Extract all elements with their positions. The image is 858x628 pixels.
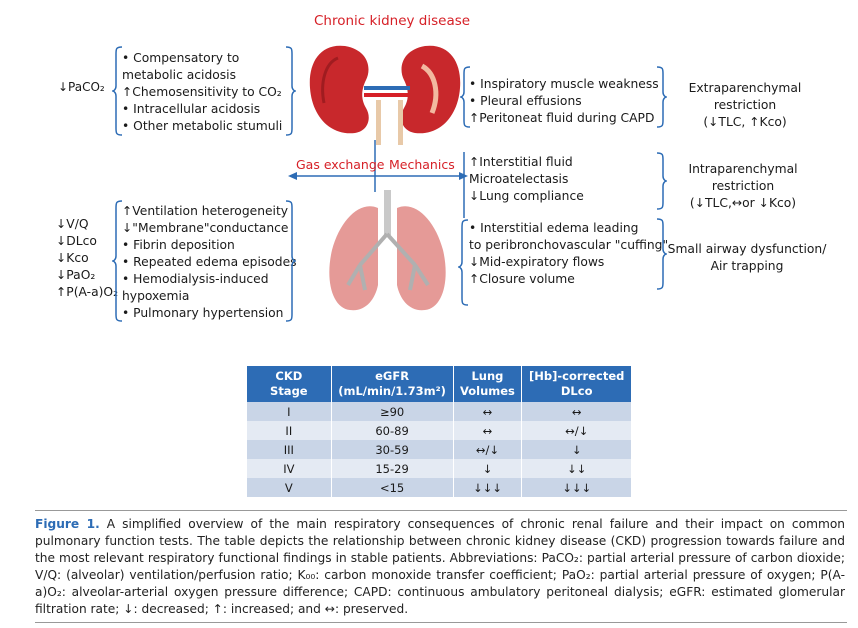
cell-stage: III [247, 440, 331, 459]
cell-dlco: ↔/↓ [522, 421, 631, 440]
left-ureter [376, 100, 381, 145]
intraparenchymal-outcome [668, 161, 818, 212]
figure-label: Figure 1. [35, 517, 100, 531]
outcome-line: restriction [713, 98, 777, 112]
right-top-close-bracket [655, 66, 667, 128]
table-row [247, 421, 631, 440]
extraparenchymal-outcome [670, 80, 820, 131]
table-header-row [247, 366, 631, 402]
outcome-line: Extraparenchymal [688, 81, 802, 95]
ckd-stage-table [247, 366, 631, 497]
table-row [247, 440, 631, 459]
outcome-line: Small airway dysfunction/ [667, 242, 827, 256]
outcome-line: (↓TLC,↔or ↓Kco) [689, 196, 797, 210]
cell-stage: V [247, 478, 331, 497]
list-item: • Fibrin deposition [122, 238, 235, 252]
list-item: ↑Peritoneat fluid during CAPD [469, 111, 655, 125]
list-item: ↑Chemosensitivity to CO₂ [122, 85, 282, 99]
list-item: • Inspiratory muscle weakness [469, 77, 659, 91]
kidneys-illustration [300, 38, 470, 148]
mechanics-label: Mechanics [389, 157, 455, 172]
cell-stage: IV [247, 459, 331, 478]
cell-dlco: ↔ [522, 402, 631, 421]
small-airway-outcome [664, 241, 830, 275]
lungs-illustration [320, 190, 455, 315]
right-vein [400, 86, 410, 90]
right-mid-list [469, 154, 584, 205]
table-row [247, 459, 631, 478]
list-item: ↓"Membrane"conductance [122, 221, 289, 235]
cell-egfr: ≥90 [331, 402, 453, 421]
list-item: • Pleural effusions [469, 94, 582, 108]
caption-text: A simplified overview of the main respiratory consequences of chronic renal failure and their impact on common pulmonary function tests. The table depicts the relationship between chronic kidney disease (CKD) progression towards failure and the most relevant respiratory functional findings in stable patients. Abbreviations: PaCO₂: partial arterial pressure of carbon dioxide; V/Q: (alveolar) ventilation/perfusion ratio; K₀₀: carbon monoxide transfer coefficient; PaO₂: partial arterial pressure of oxygen; P(A-a)O₂: alveolar-arterial oxygen pressure difference; CAPD: continuous ambulatory peritoneal dialysis; eGFR: estimated glomerular filtration rate; ↓: decreased; ↑: increased; and ↔: preserved. [35, 517, 846, 616]
right-ureter [398, 100, 403, 145]
cell-lung-volumes: ↓↓↓ [453, 478, 522, 497]
cell-egfr: 60-89 [331, 421, 453, 440]
cell-lung-volumes: ↓ [453, 459, 522, 478]
list-item: • Compensatory to [122, 51, 240, 65]
cell-stage: II [247, 421, 331, 440]
right-bottom-list [469, 220, 668, 288]
table-row [247, 478, 631, 497]
table-row [247, 402, 631, 421]
left-bottom-list [122, 203, 297, 322]
cell-dlco: ↓↓↓ [522, 478, 631, 497]
left-lung [329, 206, 378, 310]
list-item: ↑Closure volume [469, 272, 575, 286]
outcome-line: (↓TLC, ↑Kco) [703, 115, 787, 129]
caption-bottom-rule [35, 622, 847, 623]
list-item: • Pulmonary hypertension [122, 306, 284, 320]
diagram-title: Chronic kidney disease [314, 13, 471, 29]
figure-caption [35, 516, 845, 618]
vq-marker: ↓V/Q [56, 217, 89, 231]
right-top-list [469, 76, 659, 127]
left-vein [364, 86, 400, 90]
right-kidney [401, 46, 460, 134]
kco-marker: ↓Kco [56, 251, 89, 265]
col-header-stage: CKD Stage [247, 366, 331, 402]
list-item: ↓Lung compliance [469, 189, 584, 203]
outcome-line: Intraparenchymal [688, 162, 798, 176]
cell-egfr: 15-29 [331, 459, 453, 478]
col-header-lung-volumes: Lung Volumes [453, 366, 522, 402]
left-top-close-bracket [284, 46, 296, 136]
cell-stage: I [247, 402, 331, 421]
cell-dlco: ↓ [522, 440, 631, 459]
list-item: Microatelectasis [469, 172, 569, 186]
paao2-marker: ↑P(A-a)O₂ [56, 285, 119, 299]
left-top-list [122, 50, 282, 135]
dlco-marker: ↓DLco [56, 234, 97, 248]
outcome-line: Air trapping [710, 259, 784, 273]
list-item: ↑Interstitial fluid [469, 155, 573, 169]
col-header-dlco: [Hb]-corrected DLco [522, 366, 631, 402]
list-item: • Repeated edema episodes [122, 255, 297, 269]
paco2-marker: ↓PaCO₂ [58, 80, 105, 94]
list-item: • Intracellular acidosis [122, 102, 261, 116]
cell-egfr: <15 [331, 478, 453, 497]
list-item: ↑Ventilation heterogeneity [122, 204, 289, 218]
list-item: metabolic acidosis [122, 68, 237, 82]
list-item: ↓Mid-expiratory flows [469, 255, 605, 269]
gas-exchange-label: Gas exchange [296, 157, 385, 172]
list-item: • Interstitial edema leading [469, 221, 639, 235]
cell-lung-volumes: ↔ [453, 402, 522, 421]
outcome-line: restriction [711, 179, 775, 193]
list-item: hypoxemia [122, 289, 190, 303]
right-lung [397, 206, 446, 310]
cell-lung-volumes: ↔/↓ [453, 440, 522, 459]
right-artery [400, 93, 410, 97]
caption-top-rule [35, 510, 847, 511]
cell-lung-volumes: ↔ [453, 421, 522, 440]
pao2-marker: ↓PaO₂ [56, 268, 96, 282]
left-bottom-close-bracket [284, 200, 296, 322]
left-artery [364, 93, 400, 97]
cell-egfr: 30-59 [331, 440, 453, 459]
arrow-head-left [288, 172, 297, 180]
list-item: • Hemodialysis-induced [122, 272, 269, 286]
cell-dlco: ↓↓ [522, 459, 631, 478]
right-mid-close-bracket [655, 152, 667, 210]
col-header-egfr: eGFR (mL/min/1.73m²) [331, 366, 453, 402]
left-bottom-markers [56, 216, 118, 301]
left-kidney [310, 46, 369, 134]
list-item: to peribronchovascular "cuffing" [469, 238, 669, 252]
list-item: • Other metabolic stumuli [122, 119, 283, 133]
